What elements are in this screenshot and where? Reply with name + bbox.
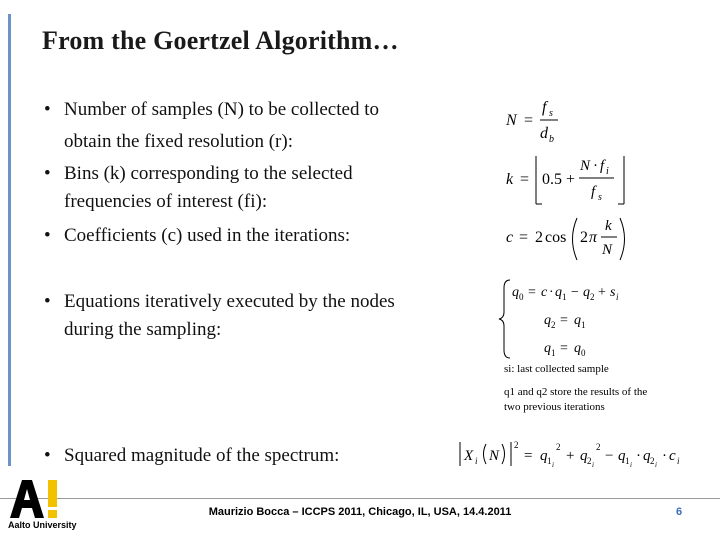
note-last-sample: si: last collected sample bbox=[504, 363, 609, 375]
svg-text:=: = bbox=[519, 229, 529, 246]
svg-text:2: 2 bbox=[650, 456, 655, 466]
bullet-dot: • bbox=[44, 225, 51, 246]
page-number: 6 bbox=[676, 506, 683, 518]
svg-text:2: 2 bbox=[596, 442, 601, 452]
svg-text:·: · bbox=[593, 158, 598, 174]
left-accent-bar bbox=[8, 14, 11, 466]
svg-text:1: 1 bbox=[581, 320, 586, 330]
svg-text:0.5: 0.5 bbox=[542, 171, 562, 188]
bullet-text-line2: during the sampling: bbox=[64, 319, 222, 340]
svg-text:q: q bbox=[618, 448, 626, 464]
svg-text:s: s bbox=[610, 285, 616, 300]
svg-text:+: + bbox=[566, 448, 575, 464]
bullet-dot: • bbox=[44, 163, 51, 184]
svg-text:−: − bbox=[605, 448, 614, 464]
svg-text:1: 1 bbox=[547, 456, 552, 466]
svg-text:N: N bbox=[602, 242, 613, 258]
bullet-text-line2: obtain the fixed resolution (r): bbox=[64, 131, 293, 152]
svg-text:+: + bbox=[566, 171, 576, 188]
formula-k bbox=[500, 150, 640, 210]
svg-text:q: q bbox=[574, 313, 581, 328]
svg-text:2: 2 bbox=[551, 320, 556, 330]
svg-text:q: q bbox=[583, 285, 590, 300]
svg-text:2: 2 bbox=[556, 442, 561, 452]
svg-text:·: · bbox=[549, 285, 554, 300]
svg-text:i: i bbox=[552, 461, 554, 469]
svg-text:=: = bbox=[528, 285, 536, 300]
note-results-line2: two previous iterations bbox=[504, 401, 605, 413]
svg-text:q: q bbox=[574, 341, 581, 356]
svg-text:=: = bbox=[560, 341, 568, 356]
svg-text:0: 0 bbox=[519, 292, 524, 302]
svg-text:q: q bbox=[643, 448, 651, 464]
svg-text:·: · bbox=[636, 448, 641, 464]
svg-text:2: 2 bbox=[514, 440, 519, 450]
bullet-dot: • bbox=[44, 445, 51, 466]
svg-text:q: q bbox=[580, 448, 588, 464]
bullet-dot: • bbox=[44, 291, 51, 312]
svg-text:2: 2 bbox=[587, 456, 592, 466]
bullet-text-line1: Coefficients (c) used in the iterations: bbox=[64, 225, 351, 246]
formula-squared-magnitude bbox=[456, 436, 696, 472]
svg-text:N: N bbox=[489, 448, 500, 464]
svg-text:q: q bbox=[555, 285, 562, 300]
svg-text:=: = bbox=[524, 112, 534, 129]
bullet-text-line1: Equations iteratively executed by the nodes bbox=[64, 291, 395, 312]
svg-text:2: 2 bbox=[590, 292, 595, 302]
svg-text:X: X bbox=[464, 448, 474, 464]
svg-text:k: k bbox=[605, 218, 612, 234]
svg-text:−: − bbox=[571, 285, 579, 300]
bullet-text-line1: Bins (k) corresponding to the selected bbox=[64, 163, 353, 184]
svg-text:i: i bbox=[677, 456, 680, 466]
svg-text:d: d bbox=[540, 125, 548, 142]
svg-text:N: N bbox=[580, 158, 591, 174]
svg-text:cos: cos bbox=[545, 229, 567, 246]
bullet-text-line2: frequencies of interest (fi): bbox=[64, 191, 268, 212]
svg-text:+: + bbox=[598, 285, 606, 300]
bullet-text-line1: Squared magnitude of the spectrum: bbox=[64, 445, 340, 466]
logo-text: Aalto University bbox=[8, 520, 77, 530]
svg-text:N: N bbox=[506, 112, 517, 129]
formula-n bbox=[500, 94, 580, 148]
bullet-text-line1: Number of samples (N) to be collected to bbox=[64, 99, 379, 120]
svg-text:2: 2 bbox=[535, 229, 543, 246]
svg-text:q: q bbox=[540, 448, 548, 464]
svg-text:0: 0 bbox=[581, 348, 586, 358]
svg-text:·: · bbox=[662, 448, 667, 464]
svg-text:i: i bbox=[475, 456, 478, 466]
svg-text:q: q bbox=[544, 341, 551, 356]
svg-text:π: π bbox=[589, 229, 598, 246]
svg-text:i: i bbox=[655, 461, 657, 469]
svg-text:i: i bbox=[630, 461, 632, 469]
svg-text:q: q bbox=[512, 285, 519, 300]
svg-text:c: c bbox=[506, 229, 514, 246]
formula-iteration-system bbox=[498, 276, 648, 362]
svg-text:f: f bbox=[591, 184, 596, 200]
svg-text:s: s bbox=[549, 108, 553, 119]
svg-text:q: q bbox=[544, 313, 551, 328]
svg-text:=: = bbox=[560, 313, 568, 328]
svg-text:1: 1 bbox=[625, 456, 630, 466]
svg-text:2: 2 bbox=[580, 229, 588, 246]
footer-text: Maurizio Bocca – ICCPS 2011, Chicago, IL, USA, 14.4.2011 bbox=[208, 506, 512, 518]
svg-text:=: = bbox=[520, 171, 530, 188]
svg-text:1: 1 bbox=[551, 348, 556, 358]
svg-text:k: k bbox=[506, 171, 514, 188]
bullet-dot: • bbox=[44, 99, 51, 120]
svg-text:c: c bbox=[541, 285, 548, 300]
aalto-logo-icon bbox=[8, 478, 62, 520]
svg-text:i: i bbox=[606, 166, 609, 177]
svg-text:i: i bbox=[592, 461, 594, 469]
slide-title: From the Goertzel Algorithm… bbox=[42, 26, 399, 55]
svg-text:1: 1 bbox=[562, 292, 567, 302]
svg-text:=: = bbox=[524, 448, 533, 464]
footer-divider bbox=[0, 498, 720, 499]
svg-text:s: s bbox=[598, 192, 602, 203]
svg-text:f: f bbox=[542, 99, 547, 116]
svg-text:b: b bbox=[549, 134, 554, 145]
svg-text:c: c bbox=[669, 448, 676, 464]
svg-text:f: f bbox=[600, 158, 605, 174]
svg-text:i: i bbox=[616, 292, 619, 302]
formula-c bbox=[500, 212, 640, 266]
note-results-line1: q1 and q2 store the results of the bbox=[504, 386, 648, 398]
